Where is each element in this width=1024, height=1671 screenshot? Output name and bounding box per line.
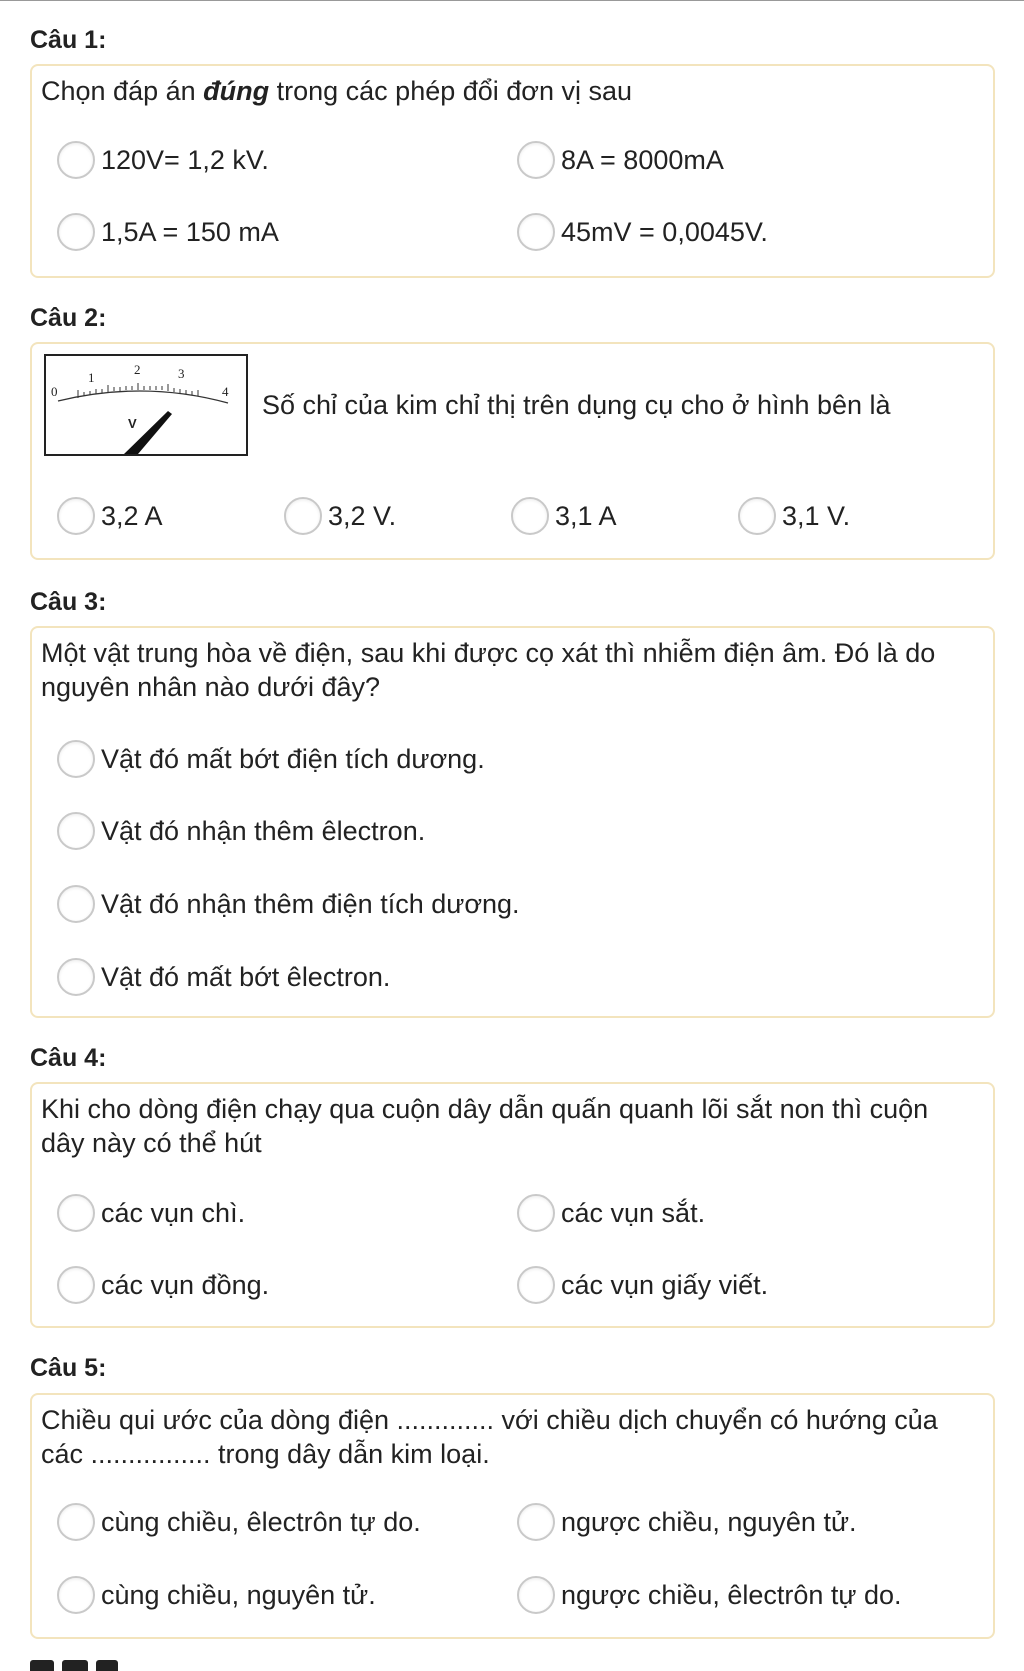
option-label: ngược chiều, êlectrôn tự do. [561,1579,902,1610]
question-2-option-c[interactable] [511,495,617,537]
question-1-box [30,64,995,278]
option-label: ngược chiều, nguyên tử. [561,1506,857,1537]
radio-button[interactable] [517,1194,555,1232]
next-title-fragment [62,1660,88,1671]
question-1-option-d[interactable] [517,211,768,253]
question-1-stem: Chọn đáp án đúng trong các phép đổi đơn vị sau [41,76,633,106]
question-1-option-c[interactable] [57,211,279,253]
question-3-option-d[interactable] [57,956,390,998]
question-4-option-a[interactable] [57,1192,245,1234]
next-title-fragment [30,1660,54,1671]
option-label: cùng chiều, êlectrôn tự do. [101,1506,421,1537]
option-label: 3,2 V. [328,500,397,531]
question-2-option-a[interactable] [57,495,163,537]
question-2-option-b[interactable] [284,495,396,537]
option-label: 1,5A = 150 mA [101,216,279,247]
radio-button[interactable] [517,141,555,179]
meter-tick-label-3: 3 [178,366,185,381]
meter-tick-label-0: 0 [51,384,58,399]
option-label: cùng chiều, nguyên tử. [101,1579,376,1610]
question-5-box [30,1393,995,1639]
question-5-option-d[interactable] [517,1574,902,1616]
option-label: các vụn giấy viết. [561,1269,769,1300]
question-3-option-a[interactable] [57,738,485,780]
option-label: các vụn đồng. [101,1269,270,1300]
question-5-title: Câu 5: [30,1354,107,1382]
question-5-stem: Chiều qui ước của dòng điện ............. với chiều dịch chuyển có hướng của các ................ trong dây dẫn kim loại. [41,1405,938,1469]
option-label: các vụn chì. [101,1197,246,1228]
question-4-title: Câu 4: [30,1044,107,1072]
radio-button[interactable] [57,885,95,923]
question-4-option-b[interactable] [517,1192,705,1234]
question-3-title: Câu 3: [30,588,107,616]
radio-button[interactable] [57,1503,95,1541]
question-4-box [30,1082,995,1328]
voltmeter-figure [44,354,248,456]
radio-button[interactable] [517,1266,555,1304]
radio-button[interactable] [57,1194,95,1232]
option-label: Vật đó mất bớt điện tích dương. [101,743,485,774]
radio-button[interactable] [57,497,95,535]
question-4-option-c[interactable] [57,1264,269,1306]
next-title-fragment [96,1660,118,1671]
option-label: 120V= 1,2 kV. [101,144,269,175]
radio-button[interactable] [57,812,95,850]
meter-tick-label-1: 1 [88,370,95,385]
question-5-option-c[interactable] [57,1574,376,1616]
radio-button[interactable] [284,497,322,535]
radio-button[interactable] [517,1503,555,1541]
emphasis-correct: đúng [203,76,270,106]
question-1-option-b[interactable] [517,139,724,181]
option-label: Vật đó nhận thêm êlectron. [101,815,426,846]
question-4-option-d[interactable] [517,1264,768,1306]
question-5-option-a[interactable] [57,1501,421,1543]
option-label: 3,1 V. [782,500,851,531]
radio-button[interactable] [57,958,95,996]
radio-button[interactable] [57,1576,95,1614]
meter-tick-label-2: 2 [134,362,141,377]
question-4-stem: Khi cho dòng điện chạy qua cuộn dây dẫn quấn quanh lõi sắt non thì cuộn dây này có thể hút [41,1094,929,1158]
meter-tick-label-4: 4 [222,384,229,399]
question-5-option-b[interactable] [517,1501,857,1543]
question-2-title: Câu 2: [30,304,107,332]
question-3-stem: Một vật trung hòa về điện, sau khi được cọ xát thì nhiễm điện âm. Đó là do nguyên nhân nào dưới đây? [41,638,936,702]
option-label: 45mV = 0,0045V. [561,216,768,247]
option-label: 3,2 A [101,500,163,531]
question-3-option-b[interactable] [57,810,425,852]
radio-button[interactable] [511,497,549,535]
top-divider [0,0,1024,1]
option-label: Vật đó mất bớt êlectron. [101,961,391,992]
radio-button[interactable] [738,497,776,535]
option-label: 3,1 A [555,500,617,531]
question-1-option-a[interactable] [57,139,269,181]
question-3-option-c[interactable] [57,883,520,925]
radio-button[interactable] [57,213,95,251]
meter-unit-label: V [128,416,137,431]
option-label: Vật đó nhận thêm điện tích dương. [101,888,520,919]
question-1-title: Câu 1: [30,26,107,54]
option-label: các vụn sắt. [561,1197,706,1228]
radio-button[interactable] [57,141,95,179]
question-2-stem: Số chỉ của kim chỉ thị trên dụng cụ cho ở hình bên là [262,390,891,420]
option-label: 8A = 8000mA [561,144,724,175]
radio-button[interactable] [57,1266,95,1304]
radio-button[interactable] [517,213,555,251]
radio-button[interactable] [57,740,95,778]
question-2-option-d[interactable] [738,495,850,537]
radio-button[interactable] [517,1576,555,1614]
question-2-box [30,342,995,560]
question-3-box [30,626,995,1018]
